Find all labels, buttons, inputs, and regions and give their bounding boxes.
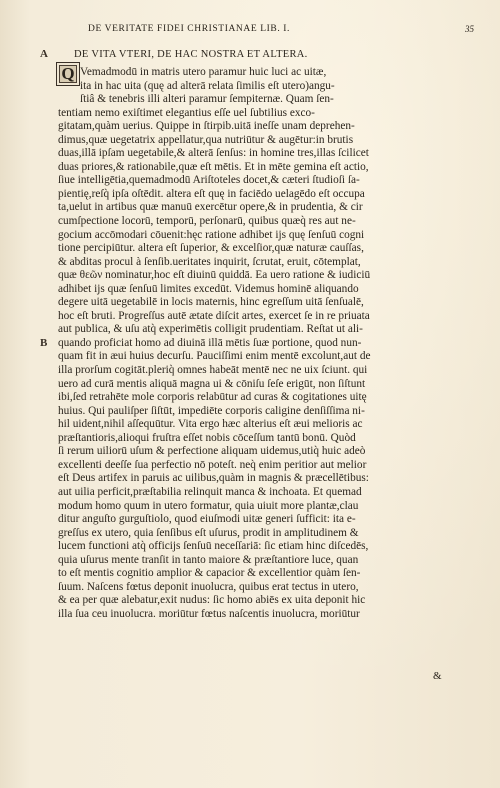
text-line: degere uitā uegetabilē in locis maternis, hinc egreſſum uitā ſenſualē, (58, 296, 364, 309)
text-line: quando proficiat homo ad diuinā illā mētis ſuæ portione, quod nun- (58, 336, 362, 349)
text-line: dimus,quæ uegetatrix appellatur,qua nutriūtur & augētur:in brutis (58, 133, 354, 146)
text-line: tione percipiūtur. altera eſt ſuperior, & excelſior,quæ naturæ cauſſas, (58, 242, 364, 255)
text-line: ſtiâ & tenebris illi alteri paramur ſempiternæ. Quam ſen- (80, 93, 334, 106)
text-line: ita in hac uita (quę ad alterā relata ſimilis eſt utero)angu- (80, 79, 335, 92)
text-line: gitatam,quàm uerius. Quippe in ſtirpib.uitā ineſſe unam deprehen- (58, 120, 355, 133)
text-line: excellenti deeſſe ſua perfectio nō poteſt. neq̀ enim peritior aut melior (58, 458, 367, 471)
text-line: hil uident,nihil aſſequūtur. Vita ergo hæc alterius eſt æui melioris ac (58, 418, 363, 431)
text-line: pientię,reſq̀ ipſa oſtēdit. altera eſt quę in faciēdo uelagēdo eſt occupa (58, 187, 365, 200)
text-line: tentiam nemo exiſtimet elegantius eſſe uel ſubtilius exco- (58, 106, 315, 119)
text-line: ditur anguſto gurguſtiolo, quod eiuſmodi uitæ generi ſufficit: ita e- (58, 513, 356, 526)
text-line: quam fit in æui huius decurſu. Pauciſſimi enim mentē excolunt,aut de (58, 350, 371, 363)
text-line: duas priores,& rationabile,quæ eſt mētis. Et in mēte gemina eſt actio, (58, 160, 369, 173)
text-line: eſt Deus artifex in paruis ac uilibus,quàm in magnis & præcellētibus: (58, 472, 369, 485)
text-line: & abditas procul à ſenſib.ueritates inquirit, ſcrutat, eruit, cōtemplat, (58, 255, 361, 268)
catchword: & (433, 670, 442, 682)
text-line: gocium accōmodari cōuenit:hęc ratione adhibet ijs quę ſenſuū cogni (58, 228, 365, 241)
text-line: ſi rerum uiliorū uſum & perfectione aliquam uidemus,utiq̀ huic adeò (58, 445, 366, 458)
text-line: Vemadmodū in matris utero paramur huic luci ac uitæ, (80, 66, 327, 78)
text-line: lucem functioni atq̀ officijs ſenſuū neceſſariā: ſic etiam hinc diſcedēs, (58, 540, 369, 553)
text-line: duas,illā ipſam uegetabile,& alterā ſenſus: in homine tres,illas ſcilicet (58, 147, 369, 160)
text-line: huius. Qui pauliſper ſiſtūt, impediēte corporis caligine denſiſſima ni- (58, 404, 365, 417)
text-line: ta,uelut in artibus quæ manuū exercētur opere,& in prudentia, & cir (58, 201, 363, 214)
body-text (58, 66, 446, 621)
text-line: hoc eſt bruti. Progreſſus autē ætate diſcit artes, exercet ſe in re priuata (58, 309, 370, 322)
text-line: adhibet ijs quæ ſenſuū limites excedūt. Videmus hominē aliquando (58, 282, 359, 295)
text-line: aut publica, & uſu atq̀ experimētis colligit prudentiam. Reſtat ut ali- (58, 323, 363, 336)
text-line: illa ſua ceu inuolucra. moriūtur fœtus naſcentis inuolucra, moriūtur (58, 607, 360, 620)
margin-marker-a: A (40, 48, 48, 60)
text-line: uero ad curā mentis aliquā magna ui & cōniſu ſeſe erigūt, non ſiſtunt (58, 377, 366, 390)
text-line: aut uilia perficit,præſtabilia relinquit manca & inchoata. Et quemad (58, 485, 362, 498)
running-title: DE VERITATE FIDEI CHRISTIANAE LIB. I. (88, 24, 291, 34)
text-line: cumſpectione locorū, temporū, perſonarū, quibus quæq̀ res aut ne- (58, 215, 356, 228)
initial-letter: Q (61, 64, 75, 83)
chapter-title: DE VITA VTERI, DE HAC NOSTRA ET ALTERA. (74, 49, 308, 60)
text-line: quæ θεῶν nominatur,hoc eſt diuinū quiddā. Ea uero ratione & iudiciū (58, 269, 371, 282)
text-line: modum homo quum in utero formatur, quia uiuit more plantæ,clau (58, 499, 359, 512)
text-line: ſiue intelligētia,quemadmodū Ariſtoteles docet,& cæteri ſtudioſi ſa- (58, 174, 360, 187)
text-line: præſtantioris,alioqui fruſtra eſſet nobis cōceſſum tantū bonū. Quòd (58, 431, 356, 444)
text-line: illa prorſum cogitāt.pleriq̀ omnes habeāt mentē nec ne uix ſciunt. qui (58, 364, 368, 377)
text-line: & ea per quæ alebatur,exit nudus: ſic homo abiēs ex uita deponit hic (58, 594, 366, 607)
folio-number: 35 (465, 24, 474, 34)
text-line: to eſt mentis cognitio amplior & capacior & excellentior quàm ſen- (58, 567, 361, 580)
text-line: ſuum. Naſcens fœtus deponit inuolucra, quibus erat tectus in utero, (58, 580, 359, 593)
margin-marker-b: B (40, 337, 48, 349)
text-line: ibi,ſed retrahēte mole corporis relabūtur ad curas & cogitationes uitę (58, 391, 367, 404)
text-line: greſſus ex utero, quia ſenſibus eſt uſurus, prodit in amplitudinem & (58, 526, 359, 539)
text-line: quia uſurus mente tranſit in tanto maiore & præſtantiore luce, quan (58, 553, 359, 566)
